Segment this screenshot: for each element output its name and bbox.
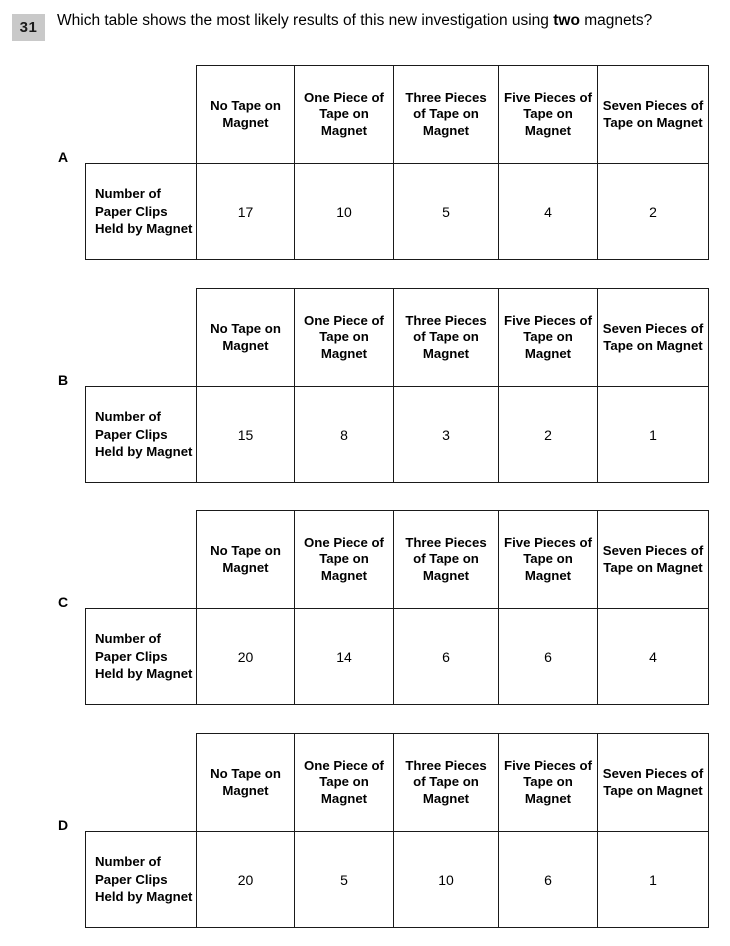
column-header-three-pieces: Three Pieces of Tape on Magnet (394, 511, 499, 609)
cell-value-1: 10 (295, 164, 394, 260)
column-header-three-pieces: Three Pieces of Tape on Magnet (394, 734, 499, 832)
table-header-row (86, 66, 709, 164)
question-number-badge: 31 (12, 14, 45, 41)
column-header-no-tape: No Tape on Magnet (197, 289, 295, 387)
column-header-seven-pieces: Seven Pieces of Tape on Magnet (598, 734, 709, 832)
table-header-row (86, 734, 709, 832)
question-text (57, 11, 667, 31)
column-header-five-pieces: Five Pieces of Tape on Magnet (499, 734, 598, 832)
column-header-one-piece: One Piece of Tape on Magnet (295, 734, 394, 832)
column-header-no-tape: No Tape on Magnet (197, 66, 295, 164)
cell-value-4: 4 (598, 609, 709, 705)
row-label: Number of Paper Clips Held by Magnet (86, 832, 197, 928)
question-block (0, 0, 730, 62)
option-letter-b: B (58, 372, 69, 388)
row-label: Number of Paper Clips Held by Magnet (86, 387, 197, 483)
cell-value-0: 20 (197, 609, 295, 705)
column-header-seven-pieces: Seven Pieces of Tape on Magnet (598, 289, 709, 387)
option-table-a (85, 65, 709, 260)
cell-value-1: 8 (295, 387, 394, 483)
column-header-three-pieces: Three Pieces of Tape on Magnet (394, 289, 499, 387)
column-header-five-pieces: Five Pieces of Tape on Magnet (499, 289, 598, 387)
option-letter-a: A (58, 149, 69, 165)
table-row (86, 832, 709, 928)
cell-value-3: 4 (499, 164, 598, 260)
column-header-one-piece: One Piece of Tape on Magnet (295, 66, 394, 164)
column-header-one-piece: One Piece of Tape on Magnet (295, 289, 394, 387)
cell-value-1: 14 (295, 609, 394, 705)
table-header-row (86, 289, 709, 387)
column-header-seven-pieces: Seven Pieces of Tape on Magnet (598, 511, 709, 609)
column-header-five-pieces: Five Pieces of Tape on Magnet (499, 511, 598, 609)
table-row (86, 387, 709, 483)
question-text-part1: Which table shows the most likely results of this new investigation using (57, 12, 554, 29)
cell-value-2: 3 (394, 387, 499, 483)
corner-cell (86, 734, 197, 832)
cell-value-2: 5 (394, 164, 499, 260)
corner-cell (86, 66, 197, 164)
column-header-no-tape: No Tape on Magnet (197, 511, 295, 609)
cell-value-3: 6 (499, 832, 598, 928)
column-header-five-pieces: Five Pieces of Tape on Magnet (499, 66, 598, 164)
row-label: Number of Paper Clips Held by Magnet (86, 609, 197, 705)
corner-cell (86, 289, 197, 387)
cell-value-0: 15 (197, 387, 295, 483)
cell-value-2: 10 (394, 832, 499, 928)
cell-value-4: 1 (598, 832, 709, 928)
table-row (86, 164, 709, 260)
option-table-d (85, 733, 709, 928)
corner-cell (86, 511, 197, 609)
cell-value-3: 6 (499, 609, 598, 705)
cell-value-4: 1 (598, 387, 709, 483)
cell-value-0: 20 (197, 832, 295, 928)
cell-value-4: 2 (598, 164, 709, 260)
cell-value-2: 6 (394, 609, 499, 705)
option-letter-c: C (58, 594, 69, 610)
question-text-part2: magnets? (579, 12, 653, 29)
option-letter-d: D (58, 817, 69, 833)
column-header-three-pieces: Three Pieces of Tape on Magnet (394, 66, 499, 164)
column-header-one-piece: One Piece of Tape on Magnet (295, 511, 394, 609)
table-header-row (86, 511, 709, 609)
option-table-b (85, 288, 709, 483)
cell-value-1: 5 (295, 832, 394, 928)
column-header-seven-pieces: Seven Pieces of Tape on Magnet (598, 66, 709, 164)
question-text-emphasis: two (553, 12, 580, 29)
column-header-no-tape: No Tape on Magnet (197, 734, 295, 832)
cell-value-3: 2 (499, 387, 598, 483)
option-table-c (85, 510, 709, 705)
table-row (86, 609, 709, 705)
cell-value-0: 17 (197, 164, 295, 260)
row-label: Number of Paper Clips Held by Magnet (86, 164, 197, 260)
